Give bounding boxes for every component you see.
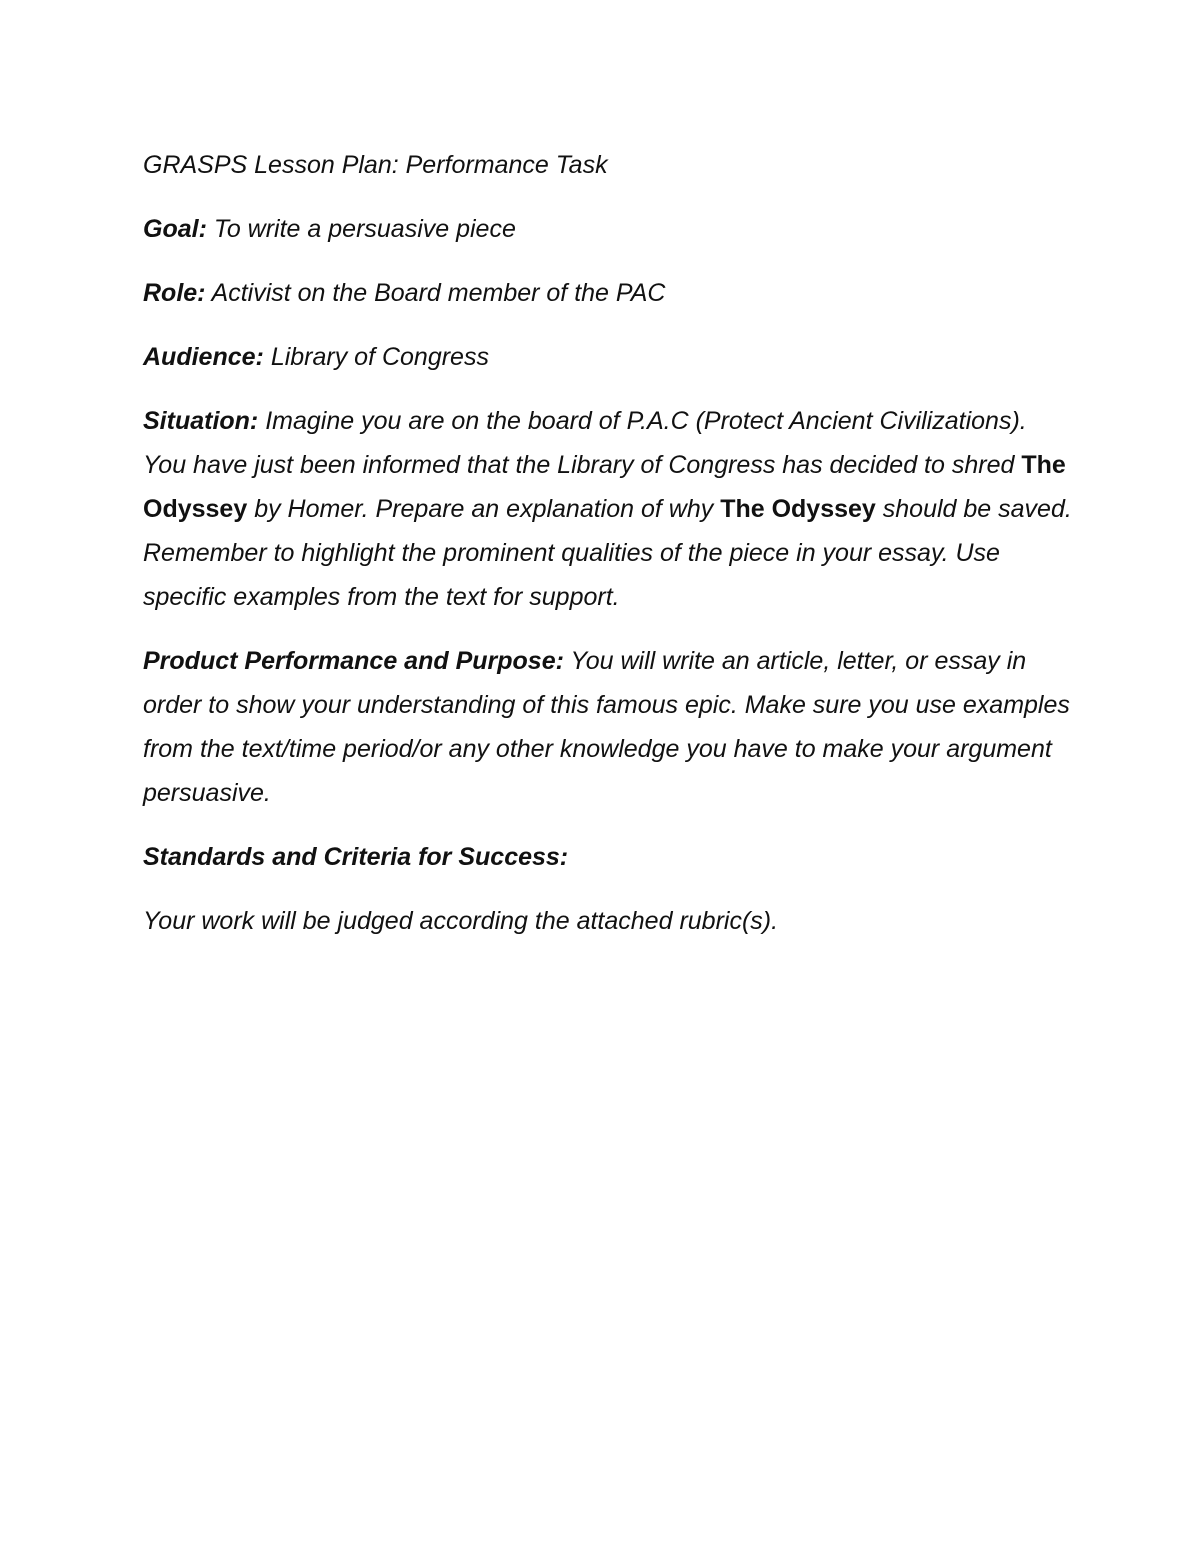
situation-text-3: should be saved. Remember to highlight the prominent qualities of the piece in your essay. Use specific examples from the text for support. [143, 495, 1072, 611]
audience-paragraph [143, 335, 1073, 379]
situation-text-2: by Homer. Prepare an explanation of why [247, 495, 721, 523]
goal-label: Goal: [143, 215, 207, 243]
goal-paragraph [143, 207, 1073, 251]
product-text: You will write an article, letter, or essay in order to show your understanding of this famous epic. Make sure you use examples from the text/time period/or any other knowledge you have to make your argument persuasive. [143, 647, 1070, 807]
standards-text: Your work will be judged according the attached rubric(s). [143, 907, 779, 935]
book-title-odyssey: The Odyssey [143, 451, 1066, 523]
situation-paragraph [143, 399, 1073, 619]
standards-label: Standards and Criteria for Success: [143, 843, 569, 871]
book-title-odyssey-2: The Odyssey [720, 495, 876, 523]
product-paragraph [143, 639, 1073, 815]
audience-label: Audience: [143, 343, 264, 371]
product-label: Product Performance and Purpose: [143, 647, 564, 675]
standards-heading [143, 835, 1073, 879]
situation-text-1: Imagine you are on the board of P.A.C (Protect Ancient Civilizations). You have just been informed that the Library of Congress has decided to shred [143, 407, 1027, 479]
role-paragraph [143, 271, 1073, 315]
situation-label: Situation: [143, 407, 259, 435]
role-text: Activist on the Board member of the PAC [211, 279, 666, 307]
document-title: GRASPS Lesson Plan: Performance Task [143, 151, 608, 179]
goal-text: To write a persuasive piece [206, 215, 516, 243]
audience-text: Library of Congress [270, 343, 489, 371]
document-body [143, 143, 1073, 963]
role-label: Role: [143, 279, 206, 307]
